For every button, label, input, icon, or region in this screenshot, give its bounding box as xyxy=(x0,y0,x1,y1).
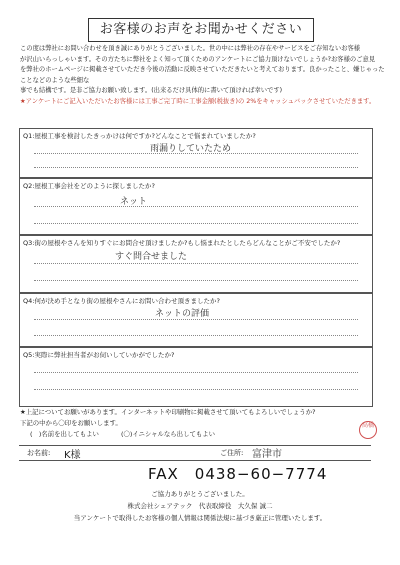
page-title: お客様のお声をお聞かせください xyxy=(88,18,314,42)
consent-section xyxy=(20,407,380,440)
question-2-answer: ネット xyxy=(120,197,148,207)
thanks-text: ご協力ありがとうございました。 xyxy=(151,490,249,498)
answer-line xyxy=(34,153,358,154)
answer-line xyxy=(34,389,358,390)
intro-line: この度は弊社にお問い合わせを頂き誠にありがとうございました。世の中には弊社の存在やサービスをご存知ないお客様 xyxy=(20,45,361,52)
divider xyxy=(19,460,371,461)
consent-option-name[interactable]: ( )名前を出してもよい xyxy=(30,430,99,438)
answer-line xyxy=(34,167,358,168)
company-text: 株式会社シェアテック 代表取締役 大久保 誠二 xyxy=(127,502,273,510)
question-4-box xyxy=(19,293,373,347)
consent-options xyxy=(20,429,380,440)
name-value: K様 xyxy=(64,450,81,461)
name-label: お名前: xyxy=(27,449,51,457)
question-4-answer: ネットの評価 xyxy=(155,309,210,319)
consent-option-initial[interactable]: (〇)イニシャルなら出してもよい xyxy=(120,430,216,438)
question-4-label: Q4:何が決め手となり街の屋根やさんにお問い合わせ頂きましたか? xyxy=(23,297,220,305)
intro-line: 事でも結構です。是非ご協力お願い致します。(出来るだけ具体的に書いて頂ければ幸いです) xyxy=(20,87,283,95)
intro-line: を弊社のホームページに掲載させていただき今後の活動に反映させていただきたいと考えております。良かったこと、嫌じゃったことなどのような些細な xyxy=(20,66,385,84)
question-2-label: Q2:屋根工事会社をどのように探しましたか? xyxy=(23,182,155,190)
question-3-label: Q3:街の屋根やさんを知りすぐにお問合せ頂けましたか?もし悩まれたとしたらどんなことがご不安でしたか? xyxy=(23,239,341,247)
privacy-text: 当アンケートで取得したお客様の個人情報は関係法規に基づき厳正に管理いたします。 xyxy=(73,514,327,522)
answer-line xyxy=(34,319,358,320)
intro-text xyxy=(20,44,386,108)
answer-line xyxy=(34,280,358,281)
address-value: 富津市 xyxy=(252,449,282,460)
answer-line xyxy=(34,335,358,336)
question-1-answer: 雨漏りしていたため xyxy=(150,144,232,154)
answer-line xyxy=(34,206,358,207)
question-1-box xyxy=(19,128,373,178)
fax-number: FAX 0438−60−7774 xyxy=(148,465,328,483)
question-1-label: Q1:屋根工事を検討したきっかけは何ですか?どんなことで悩まれていましたか? xyxy=(23,132,256,140)
consent-instruction: 下記の中から〇印をお願いします。 xyxy=(20,419,122,427)
question-2-box xyxy=(19,178,373,235)
seal-stamp: 高橋 xyxy=(359,421,377,439)
intro-line: が沢山いらっしゃいます。その方たちに弊社をよく知って頂くためのアンケートにご協力頂けないでしょうか?お客様のご意見 xyxy=(20,55,376,63)
question-3-answer: すぐ問合せました xyxy=(115,252,188,262)
question-3-box xyxy=(19,235,373,293)
answer-line xyxy=(34,223,358,224)
address-label: ご住所: xyxy=(220,449,244,457)
answer-line xyxy=(34,263,358,264)
question-5-box xyxy=(19,347,373,407)
consent-request: ★上記についてお願いがあります。インターネットや印刷物に掲載させて頂いてもよろしいでしょうか? xyxy=(20,408,316,416)
answer-line xyxy=(34,372,358,373)
question-5-label: Q5:実際に弊社担当者がお伺いしていかがでしたか? xyxy=(23,351,175,359)
cashback-note: ★アンケートにご記入いただいたお客様には工事ご完了時に工事金額(税抜き)の 2%をキャッシュバックさせていただきます。 xyxy=(20,97,376,105)
